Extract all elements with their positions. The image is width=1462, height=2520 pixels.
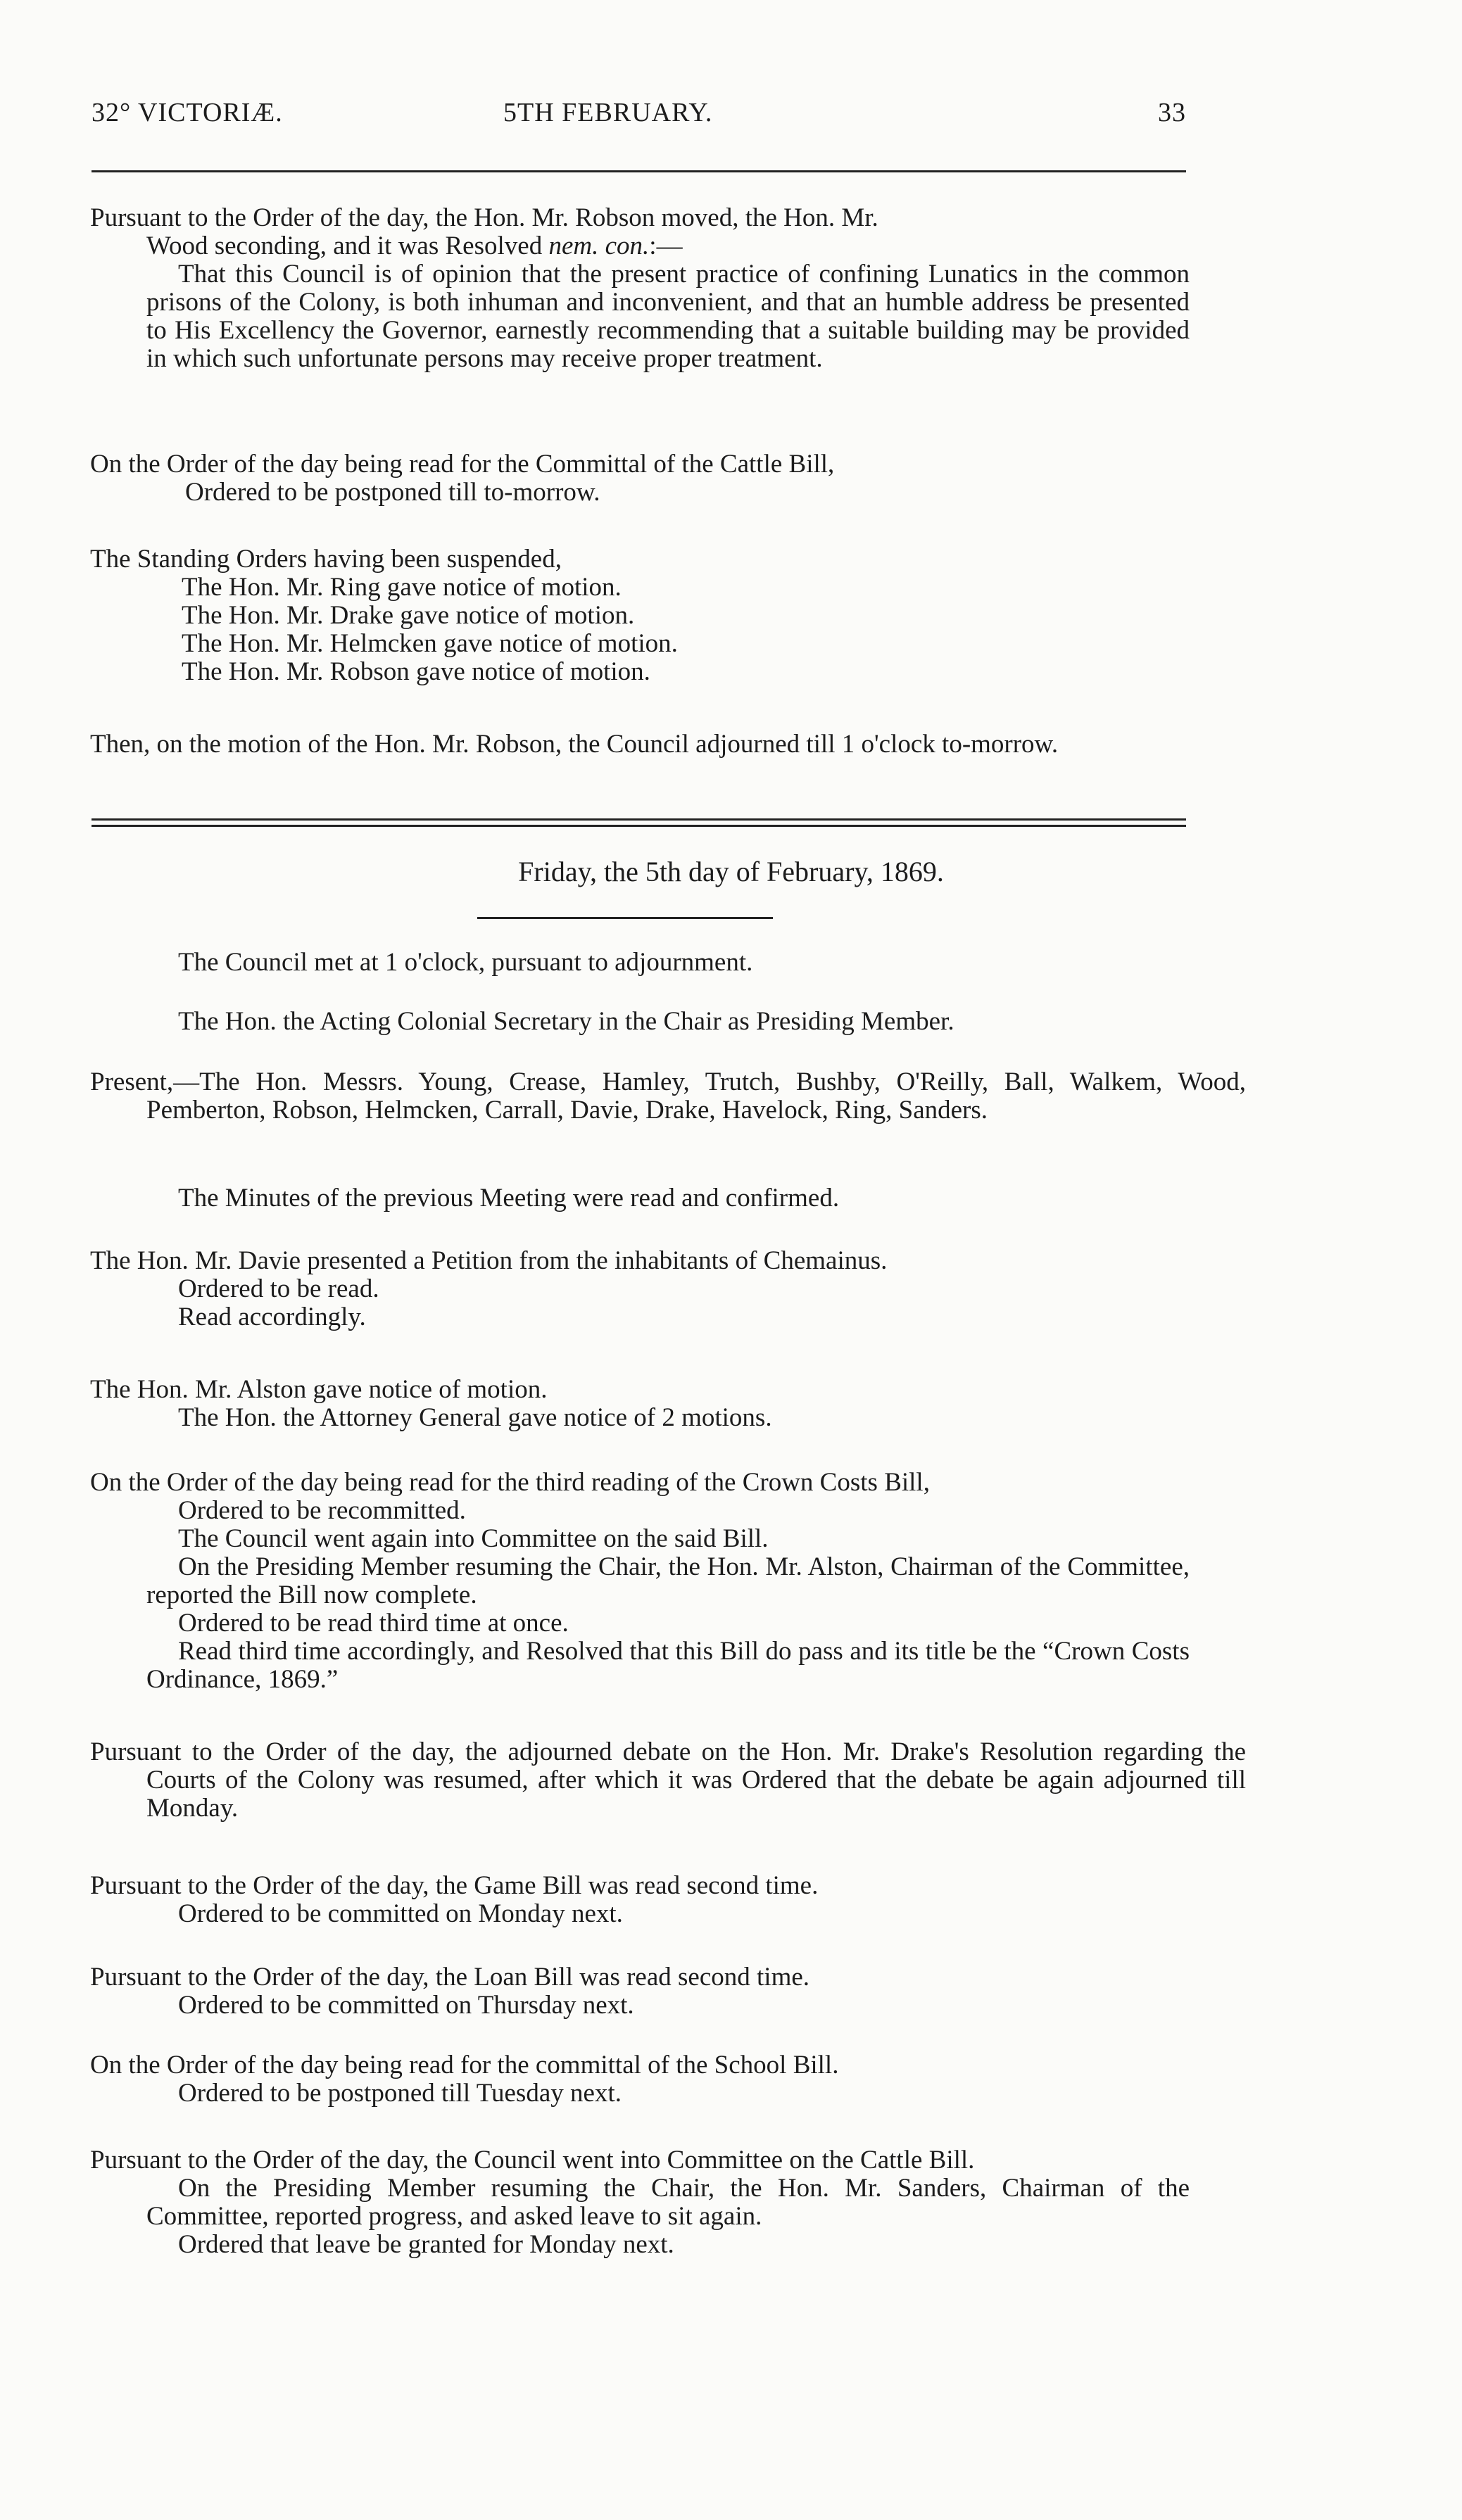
council-met: The Council met at 1 o'clock, pursuant to adjournment. [178, 948, 753, 977]
loan-bill-second: Pursuant to the Order of the day, the Loan Bill was read second time. [90, 1963, 810, 1992]
school-bill-entry [90, 2051, 1190, 2108]
double-rule-bottom [92, 825, 1186, 827]
robson-motion-seconding: Wood seconding, and it was Resolved [146, 232, 543, 260]
double-rule-top [92, 818, 1186, 821]
game-bill-ordered: Ordered to be committed on Monday next. [178, 1899, 623, 1928]
alston-notice: The Hon. Mr. Alston gave notice of motion. [90, 1375, 548, 1404]
page-header [92, 97, 1186, 139]
crown-report: On the Presiding Member resuming the Chair, the Hon. Mr. Alston, Chairman of the Committee, reported the Bill now complete. [146, 1552, 1190, 1609]
header-session: 32° VICTORIÆ. [92, 98, 283, 127]
header-rule [92, 170, 1186, 172]
petition-read: Read accordingly. [178, 1303, 366, 1331]
game-bill-entry [90, 1872, 1190, 1928]
page-number: 33 [1158, 98, 1186, 127]
petition-entry [90, 1247, 1190, 1331]
nem-con-italic: nem. con. [548, 232, 650, 260]
crown-committee: The Council went again into Committee on the said Bill. [178, 1524, 769, 1553]
crown-costs-order: On the Order of the day being read for the third reading of the Crown Costs Bill, [90, 1468, 930, 1497]
cattle-committee-report: On the Presiding Member resuming the Chair, the Hon. Mr. Sanders, Chairman of the Committee, reported progress, and asked leave to sit again. [146, 2174, 1190, 2231]
notice-ring: The Hon. Mr. Ring gave notice of motion. [182, 573, 622, 602]
petition-ordered: Ordered to be read. [178, 1274, 379, 1303]
adjourned-entry: Then, on the motion of the Hon. Mr. Robson, the Council adjourned till 1 o'clock to-morrow. [90, 730, 1059, 759]
cattle-bill-entry [90, 450, 1190, 507]
lunatics-resolution: That this Council is of opinion that the present practice of confining Lunatics in the common prisons of the Colony, is both inhuman and inconvenient, and that an humble address be presented to His Excellency the Governor, earnestly recommending that a suitable building may be provided in which such unfortunate persons may receive proper treatment. [146, 260, 1190, 373]
notices-2-entry [90, 1376, 1190, 1432]
sitting-date-heading: Friday, the 5th day of February, 1869. [518, 856, 944, 887]
crown-passed: Read third time accordingly, and Resolved that this Bill do pass and its title be the “Crown Costs Ordinance, 1869.” [146, 1637, 1190, 1694]
present-list: Present,—The Hon. Messrs. Young, Crease, Hamley, Trutch, Bushby, O'Reilly, Ball, Walkem, Wood, Pemberton, Robson, Helmcken, Carrall, Davie, Drake, Havelock, Ring, Sanders. [90, 1068, 1246, 1125]
notices-entry [90, 545, 1190, 686]
drake-debate-entry: Pursuant to the Order of the day, the adjourned debate on the Hon. Mr. Drake's Resolution regarding the Courts of the Colony was resumed, after which it was Ordered that the debate be again adjourned till Monday. [90, 1737, 1246, 1823]
standing-orders: The Standing Orders having been suspended, [90, 545, 562, 574]
ag-notice: The Hon. the Attorney General gave notice of 2 motions. [178, 1403, 772, 1432]
cattle-bill-postponed: Ordered to be postponed till to-morrow. [185, 478, 600, 507]
date-short-rule [477, 917, 773, 919]
cattle-bill-order: On the Order of the day being read for the Committal of the Cattle Bill, [90, 450, 835, 479]
notice-robson: The Hon. Mr. Robson gave notice of motion. [182, 657, 650, 686]
crown-costs-entry [90, 1469, 1190, 1694]
crown-recommitted: Ordered to be recommitted. [178, 1496, 466, 1525]
crown-third-reading: Ordered to be read third time at once. [178, 1609, 569, 1638]
robson-motion-line2 [90, 232, 1190, 260]
school-bill-order: On the Order of the day being read for the committal of the School Bill. [90, 2051, 839, 2079]
robson-motion-line1: Pursuant to the Order of the day, the Hon. Mr. Robson moved, the Hon. Mr. [90, 203, 878, 232]
robson-motion-dash: :— [649, 232, 683, 260]
loan-bill-entry [90, 1963, 1190, 2020]
loan-bill-ordered: Ordered to be committed on Thursday next. [178, 1991, 634, 2020]
cattle-committee-order: Pursuant to the Order of the day, the Council went into Committee on the Cattle Bill. [90, 2146, 975, 2174]
chair-line: The Hon. the Acting Colonial Secretary in the Chair as Presiding Member. [178, 1007, 954, 1036]
cattle-leave-granted: Ordered that leave be granted for Monday next. [178, 2230, 674, 2259]
robson-motion-entry [90, 204, 1190, 373]
school-bill-postponed: Ordered to be postponed till Tuesday next. [178, 2079, 622, 2108]
header-date: 5TH FEBRUARY. [503, 98, 713, 127]
notice-helmcken: The Hon. Mr. Helmcken gave notice of motion. [182, 629, 678, 658]
game-bill-second: Pursuant to the Order of the day, the Game Bill was read second time. [90, 1871, 819, 1900]
petition-presented: The Hon. Mr. Davie presented a Petition from the inhabitants of Chemainus. [90, 1246, 888, 1275]
minutes-confirmed: The Minutes of the previous Meeting were read and confirmed. [178, 1184, 840, 1212]
notice-drake: The Hon. Mr. Drake gave notice of motion. [182, 601, 635, 630]
cattle-committee-entry [90, 2146, 1190, 2259]
